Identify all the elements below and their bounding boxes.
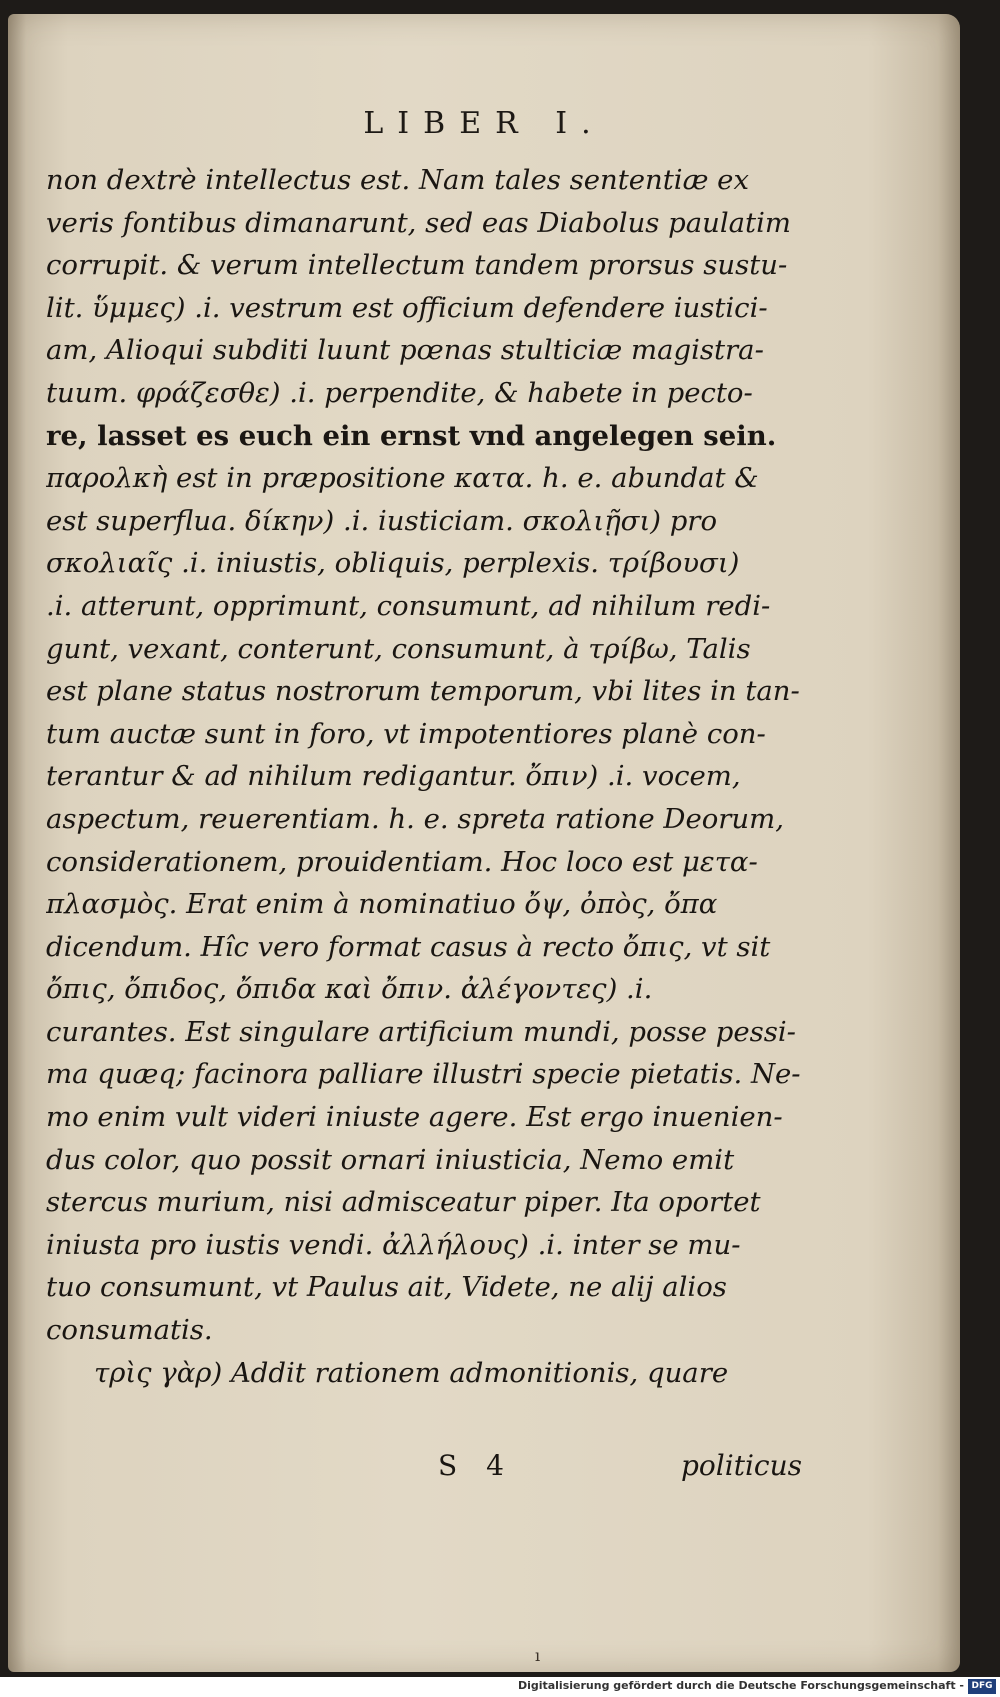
text-line: am, Alioqui subditi luunt pœnas stulticiæ magistra- bbox=[46, 334, 764, 367]
text-line-german: re, lasset es euch ein ernst vnd angelegen sein. bbox=[46, 419, 777, 452]
body-text bbox=[46, 159, 826, 1394]
text-line: tuum. φράζεσθε) .i. perpendite, & habete in pecto- bbox=[46, 376, 753, 409]
text-line: πλασμὸς. Erat enim à nominatiuo ὄψ, ὀπὸς, ὄπα bbox=[46, 888, 718, 921]
catchword: politicus bbox=[681, 1449, 802, 1482]
text-line: παρολκὴ est in præpositione κατα. h. e. abundat & bbox=[46, 462, 759, 495]
text-line: curantes. Est singulare artificium mundi, posse pessi- bbox=[46, 1015, 796, 1048]
text-line: non dextrè intellectus est. Nam tales sententiæ ex bbox=[46, 164, 749, 196]
running-head: LIBER I. bbox=[363, 106, 605, 141]
text-line: iniusta pro iustis vendi. ἀλλήλους) .i. inter se mu- bbox=[46, 1228, 741, 1261]
text-line: dus color, quo possit ornari iniusticia, Nemo emit bbox=[46, 1143, 735, 1176]
text-line: veris fontibus dimanarunt, sed eas Diabolus paulatim bbox=[46, 206, 791, 239]
signature-mark: S 4 bbox=[438, 1449, 514, 1482]
text-line: dicendum. Hîc vero format casus à recto ὄπις, vt sit bbox=[46, 930, 771, 963]
text-line: corrupit. & verum intellectum tandem prorsus sustu- bbox=[46, 249, 788, 282]
page-footer bbox=[8, 1449, 960, 1499]
book-page bbox=[8, 14, 960, 1672]
text-line: terantur & ad nihilum redigantur. ὄπιν) .i. vocem, bbox=[46, 760, 741, 793]
text-line: considerationem, prouidentiam. Hoc loco est μετα- bbox=[46, 845, 758, 878]
credit-text: Digitalisierung gefördert durch die Deutsche Forschungsgemeinschaft - bbox=[517, 1679, 964, 1692]
text-line: est superflua. δίκην) .i. iusticiam. σκολιῇσι) pro bbox=[46, 504, 718, 537]
text-line: tum auctæ sunt in foro, vt impotentiores planè con- bbox=[46, 717, 766, 750]
bottom-mark: ı bbox=[535, 1646, 541, 1665]
text-line: ma quæq; facinora palliare illustri specie pietatis. Ne- bbox=[46, 1058, 801, 1091]
text-line-paragraph-start: τρὶς γὰρ) Addit rationem admonitionis, quare bbox=[94, 1356, 729, 1389]
text-line: gunt, vexant, conterunt, consumunt, à τρίβω, Talis bbox=[46, 632, 751, 665]
text-line: ὄπις, ὄπιδος, ὄπιδα καὶ ὄπιν. ἀλέγοντες) .i. bbox=[46, 973, 653, 1006]
dfg-logo[interactable]: DFG bbox=[968, 1679, 996, 1694]
text-line: σκολιαῖς .i. iniustis, obliquis, perplexis. τρίβουσι) bbox=[46, 547, 740, 580]
text-line: est plane status nostrorum temporum, vbi lites in tan- bbox=[46, 675, 800, 708]
text-line: aspectum, reuerentiam. h. e. spreta ratione Deorum, bbox=[46, 802, 784, 835]
text-line: consumatis. bbox=[46, 1314, 213, 1347]
text-line: mo enim vult videri iniuste agere. Est ergo inuenien- bbox=[46, 1101, 783, 1134]
text-line: lit. ὕμμες) .i. vestrum est officium defendere iustici- bbox=[46, 291, 768, 324]
credit-bar bbox=[0, 1677, 1000, 1697]
text-line: .i. atterunt, opprimunt, consumunt, ad nihilum redi- bbox=[46, 589, 771, 622]
text-line: tuo consumunt, vt Paulus ait, Videte, ne alij alios bbox=[46, 1271, 727, 1304]
text-line: stercus murium, nisi admisceatur piper. Ita oportet bbox=[46, 1186, 761, 1219]
